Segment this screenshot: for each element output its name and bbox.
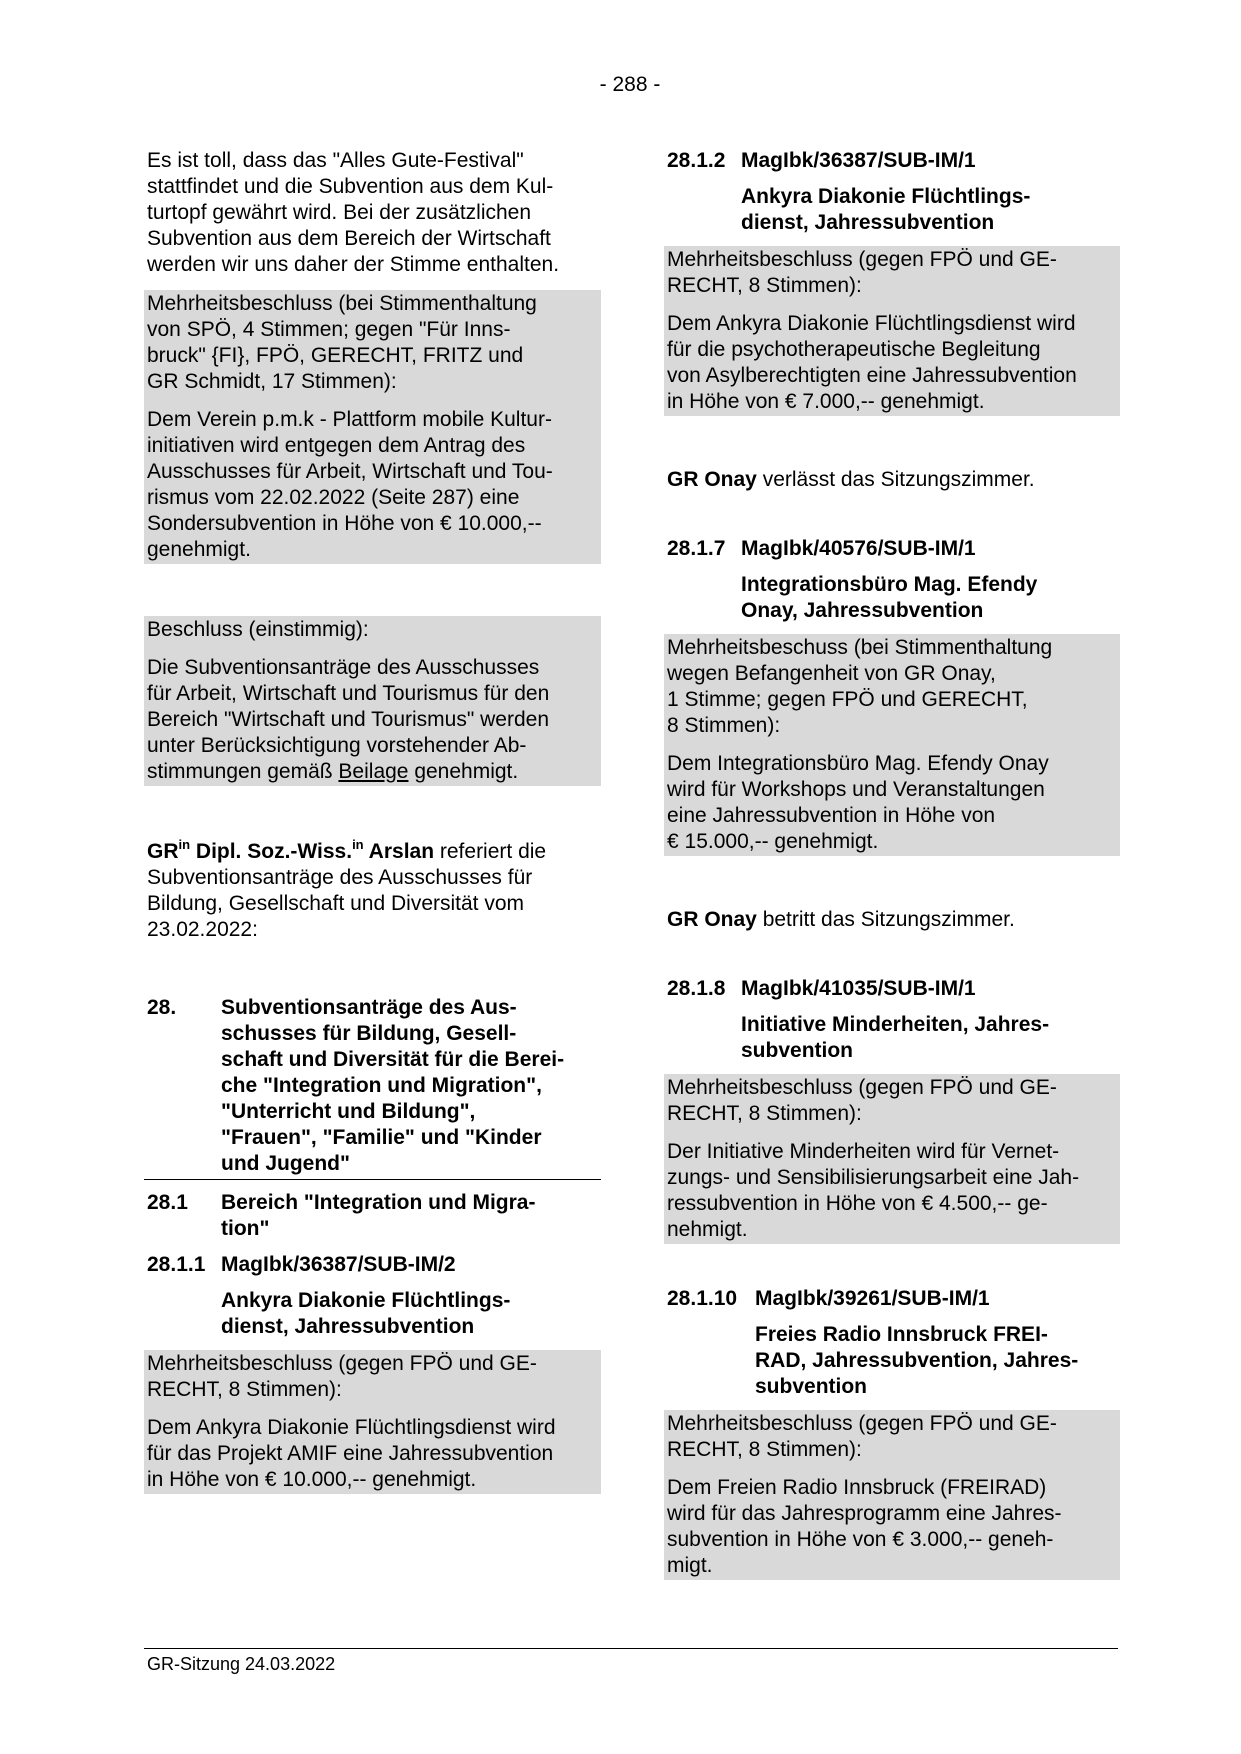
left-column bbox=[147, 148, 598, 1494]
resolution-vote: Mehrheitsbeschuss (bei Stimmenthaltung wegen Befangenheit von GR Onay, 1 Stimme; gegen FPÖ und GERECHT, 8 Stimmen): bbox=[667, 636, 1053, 737]
resolution-text: Dem Verein p.m.k - Plattform mobile Kultur- initiativen wird entgegen dem Antrag des Ausschusses für Arbeit, Wirtschaft und Tou- rismus vom 22.02.2022 (Seite 287) eine Sondersubvention in Höhe von € 10.000,-- genehmigt. bbox=[147, 408, 553, 561]
section-28-1-8-heading: 28.1.8 MagIbk/41035/SUB-IM/1 bbox=[667, 977, 976, 1000]
section-28-1-2-subtitle: Ankyra Diakonie Flüchtlings- dienst, Jahressubvention bbox=[741, 185, 1031, 234]
resolution-block-minderheiten bbox=[664, 1074, 1120, 1244]
section-28-1-2-heading: 28.1.2 MagIbk/36387/SUB-IM/1 bbox=[667, 149, 976, 172]
page-number: - 288 - bbox=[599, 73, 661, 96]
section-28-1-10-subtitle: Freies Radio Innsbruck FREI- RAD, Jahressubvention, Jahres- subvention bbox=[755, 1323, 1079, 1398]
footer-session-date: GR-Sitzung 24.03.2022 bbox=[147, 1654, 336, 1674]
resolution-text: Der Initiative Minderheiten wird für Vernet- zungs- und Sensibilisierungsarbeit eine Jah- ressubvention in Höhe von € 4.500,-- ge- nehmigt. bbox=[667, 1140, 1080, 1241]
intro-paragraph: Es ist toll, dass das "Alles Gute-Festival" stattfindet und die Subvention aus dem Kul- turtopf gewährt wird. Bei der zusätzlichen Subvention aus dem Bereich der Wirtschaft werden wir uns daher der Stimme enthalten. bbox=[147, 149, 560, 276]
resolution-vote: Beschluss (einstimmig): bbox=[147, 618, 369, 641]
resolution-vote: Mehrheitsbeschluss (gegen FPÖ und GE- RECHT, 8 Stimmen): bbox=[147, 1352, 537, 1401]
resolution-block-pmk bbox=[144, 290, 601, 564]
section-28-1-1-subtitle: Ankyra Diakonie Flüchtlings- dienst, Jahressubvention bbox=[221, 1289, 511, 1338]
footer-divider bbox=[144, 1648, 1118, 1649]
resolution-vote: Mehrheitsbeschluss (gegen FPÖ und GE- RECHT, 8 Stimmen): bbox=[667, 1412, 1057, 1461]
resolution-text: Dem Freien Radio Innsbruck (FREIRAD) wird für das Jahresprogramm eine Jahres- subvention in Höhe von € 3.000,-- geneh- migt. bbox=[667, 1476, 1062, 1577]
resolution-vote: Mehrheitsbeschluss (bei Stimmenthaltung von SPÖ, 4 Stimmen; gegen "Für Inns- bruck" {FI}, FPÖ, GERECHT, FRITZ und GR Schmidt, 17 Stimmen): bbox=[147, 292, 537, 393]
section-28-1-7-heading: 28.1.7 MagIbk/40576/SUB-IM/1 bbox=[667, 537, 976, 560]
section-28-1-1-heading: 28.1.1 MagIbk/36387/SUB-IM/2 bbox=[147, 1253, 456, 1276]
section-28-1-heading: 28.1 Bereich "Integration und Migra- tion" bbox=[147, 1191, 536, 1240]
speaker-paragraph: $GR^{in}$ Dipl. Soz.-Wiss.$^{in}$ Arslan referiert die Subventionsanträge des Ausschusses für Bildung, Gesellschaft und Diversität vom 23.02.2022: bbox=[147, 837, 547, 941]
section-28-1-10-heading: 28.1.10 MagIbk/39261/SUB-IM/1 bbox=[667, 1287, 990, 1310]
resolution-block-ankyra-psych bbox=[664, 246, 1120, 416]
resolution-text: Dem Integrationsbüro Mag. Efendy Onay wird für Workshops und Veranstaltungen eine Jahressubvention in Höhe von € 15.000,-- genehmigt. bbox=[667, 752, 1049, 853]
resolution-vote: Mehrheitsbeschluss (gegen FPÖ und GE- RECHT, 8 Stimmen): bbox=[667, 248, 1057, 297]
section-28-heading: 28. Subventionsanträge des Aus- schusses für Bildung, Gesell- schaft und Diversität für die Berei- che "Integration und Migration", "Unterricht und Bildung", "Frauen", "Familie" und "Kinder und Jugend" bbox=[144, 995, 601, 1180]
resolution-text: Die Subventionsanträge des Ausschusses für Arbeit, Wirtschaft und Tourismus für den Bereich "Wirtschaft und Tourismus" werden unter Berücksichtigung vorstehender Ab- stimmungen gemäß Beilage genehmigt. bbox=[147, 656, 550, 783]
section-28-1-8-subtitle: Initiative Minderheiten, Jahres- subvention bbox=[741, 1013, 1050, 1062]
resolution-block-ankyra-amif bbox=[144, 1350, 601, 1494]
beilage-link[interactable]: Beilage bbox=[338, 760, 409, 783]
right-column bbox=[667, 148, 1117, 1580]
resolution-block-economy bbox=[144, 616, 601, 786]
onay-leaves-note: GR Onay verlässt das Sitzungszimmer. bbox=[667, 468, 1035, 491]
resolution-text: Dem Ankyra Diakonie Flüchtlingsdienst wird für das Projekt AMIF eine Jahressubvention in Höhe von € 10.000,-- genehmigt. bbox=[147, 1416, 556, 1491]
onay-enters-note: GR Onay betritt das Sitzungszimmer. bbox=[667, 908, 1015, 931]
resolution-vote: Mehrheitsbeschluss (gegen FPÖ und GE- RECHT, 8 Stimmen): bbox=[667, 1076, 1057, 1125]
resolution-block-integrationsbuero bbox=[664, 634, 1120, 856]
resolution-block-freirad bbox=[664, 1410, 1120, 1580]
resolution-text: Dem Ankyra Diakonie Flüchtlingsdienst wird für die psychotherapeutische Begleitung von Asylberechtigten eine Jahressubvention in Höhe von € 7.000,-- genehmigt. bbox=[667, 312, 1077, 413]
section-28-1-7-subtitle: Integrationsbüro Mag. Efendy Onay, Jahressubvention bbox=[741, 573, 1038, 622]
